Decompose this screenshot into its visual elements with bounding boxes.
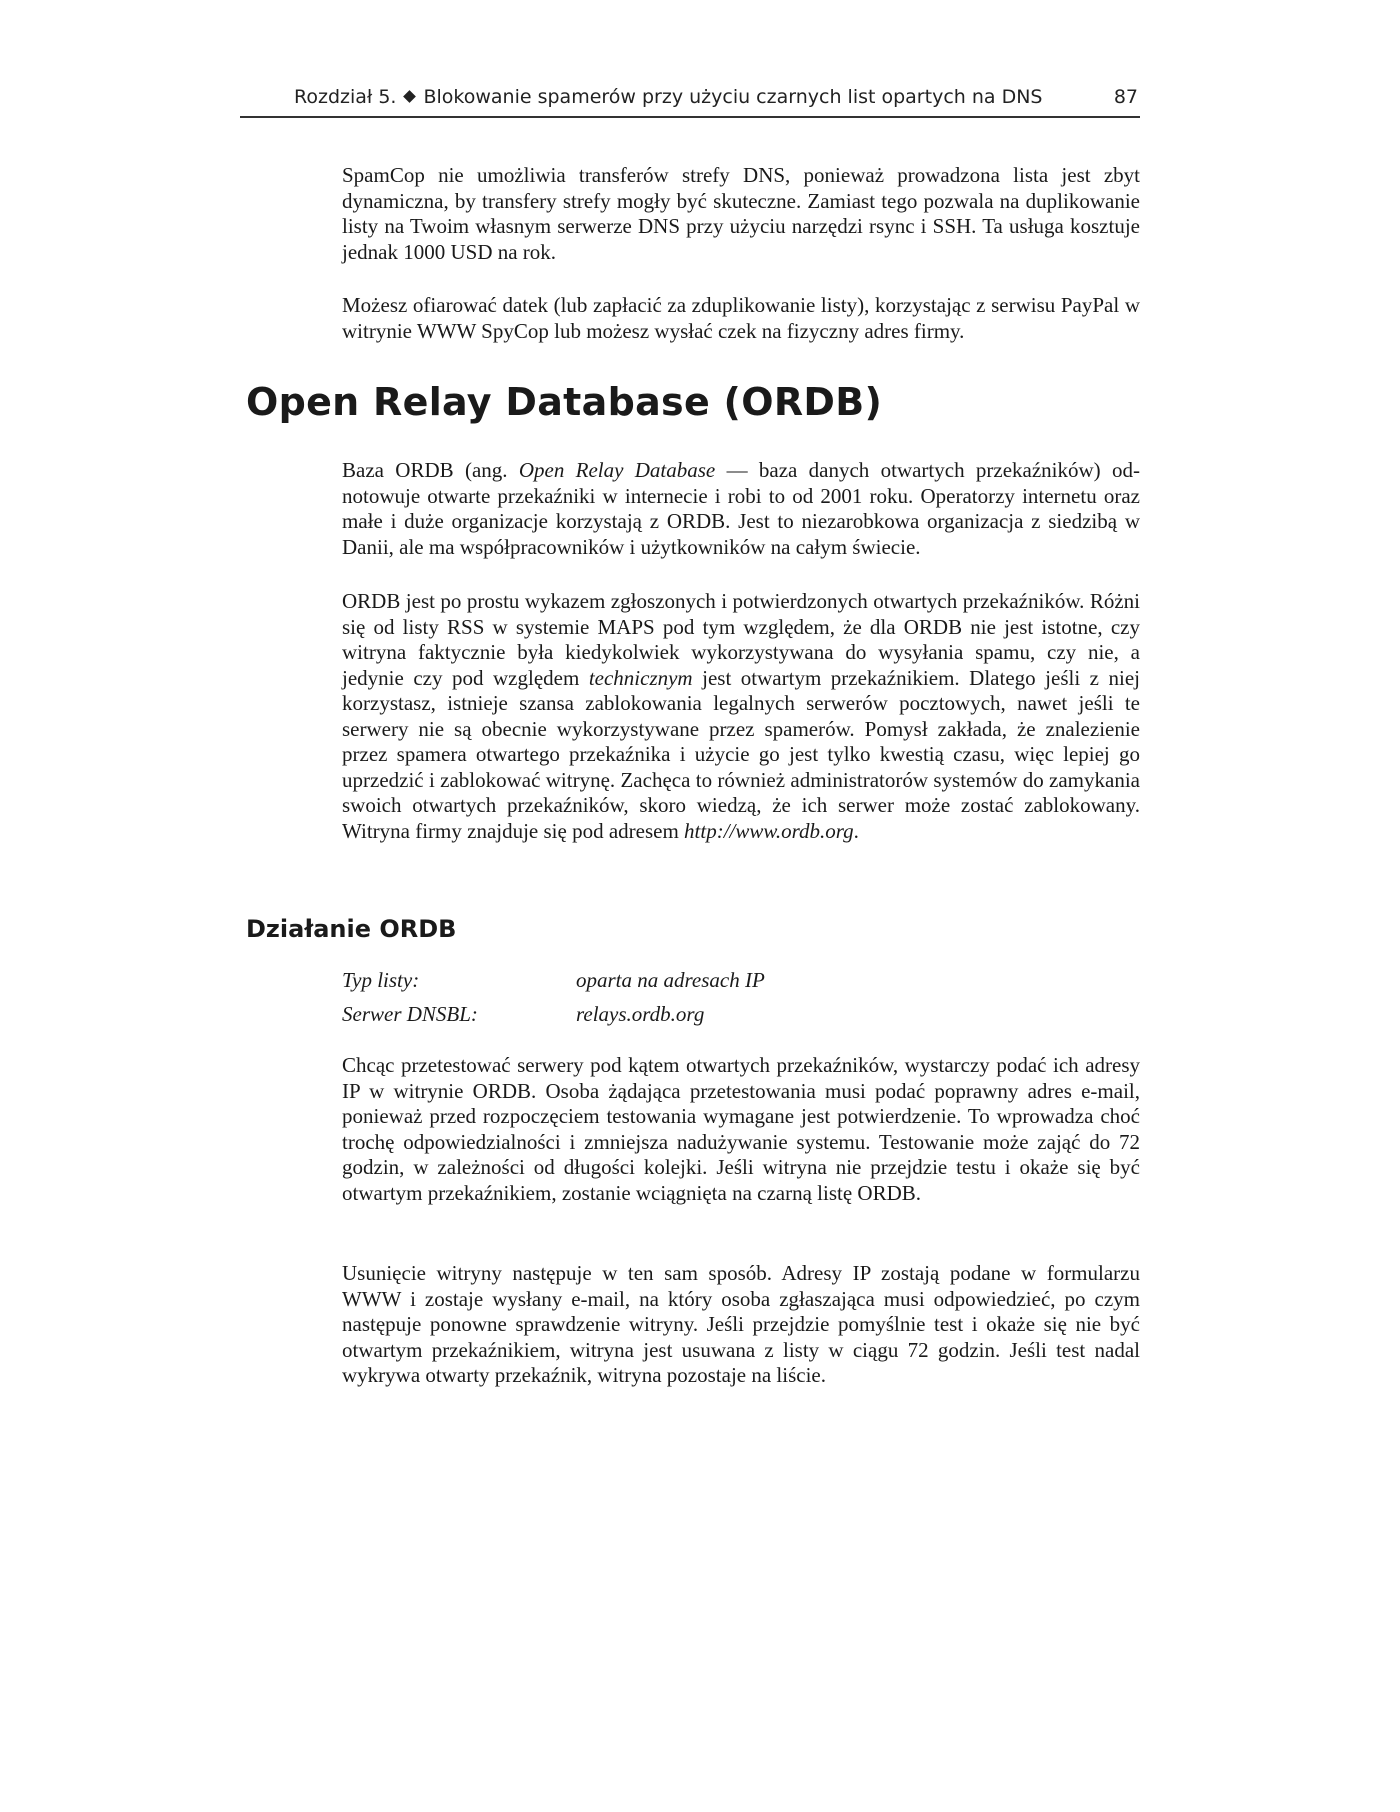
subsection-heading: Działanie ORDB <box>246 915 457 943</box>
section-paragraph-1 <box>342 458 1140 560</box>
section-heading: Open Relay Database (ORDB) <box>246 380 883 424</box>
text-run: — baza danych otwartych przekaźników) odnotowuje otwarte przekaźniki w internecie i robi to od 2001 roku. Operatorzy internetu oraz małe i duże organizacje korzystają z ORDB. Jest to niezarobkowa organizacja z siedzibą w Danii, ale ma współpracowników i użytkowników na całym świecie. <box>342 458 1140 559</box>
definition-term: Serwer DNSBL: <box>342 1002 478 1026</box>
emphasis-text: technicznym <box>588 665 693 690</box>
chapter-subtitle: Blokowanie spamerów przy użyciu czarnych list opartych na DNS <box>423 86 1043 108</box>
emphasis-text: Open Relay Database <box>518 458 716 482</box>
text-run: jest otwartym przekaźnikiem. Dlatego jeśli z niej korzystasz, istnieje szansa zablokowania legalnych serwerów pocztowych, nawet jeśli te serwery nie są obecnie wykorzystywane przez spamerów. Pomysł zakłada, że znalezienie przez spamera otwartego przekaźnika i użycie go jest tylko kwestią czasu, więc lepiej go uprzedzić i zablokować witrynę. Zachęca to również administratorów systemów do zamykania swoich otwartych przekaźników, skoro wiedzą, że ich serwer może zostać zablokowany. Witryna firmy znajduje się pod adresem <box>342 665 1140 843</box>
text-run: ORDB jest po prostu wykazem zgłoszonych i potwierdzonych otwartych przekaźników. Różni się od listy RSS w systemie MAPS pod tym względem, że dla ORDB nie jest istotne, czy witryna faktycznie była kiedykolwiek wykorzystywana do wysyłania spamu, czy nie, a jedynie czy pod względem <box>342 589 1140 690</box>
running-header <box>240 82 1140 118</box>
text-run: Baza ORDB (ang. <box>342 458 519 482</box>
chapter-number: Rozdział 5. <box>294 86 397 108</box>
intro-paragraph-2: Możesz ofiarować datek (lub zapłacić za zduplikowanie listy), korzystając z serwisu PayPal w witrynie WWW SpyCop lub możesz wysłać czek na fizyczny adres firmy. <box>342 293 1140 343</box>
subsection-paragraph-2: Usunięcie witryny następuje w ten sam sposób. Adresy IP zostają podane w formularzu WWW i zostaje wysłany e-mail, na który osoba zgłaszająca musi odpowiedzieć, po czym następuje ponowne sprawdzenie witryny. Jeśli przejdzie pomyślnie test i okaże się nie być otwartym przekaźnikiem, witryna jest usuwana z listy w ciągu 72 godzin. Jeśli test nadal wykrywa otwarty przekaźnik, witryna pozostaje na liście. <box>342 1261 1140 1387</box>
diamond-bullet-icon <box>404 90 417 103</box>
definition-term: Typ listy: <box>342 968 420 992</box>
chapter-title <box>294 86 1042 108</box>
page-number: 87 <box>1113 86 1138 108</box>
subsection-paragraph-1: Chcąc przetestować serwery pod kątem otwartych przekaźników, wystarczy podać ich adresy IP w witrynie ORDB. Osoba żądająca przetestowania musi podać poprawny adres e-mail, ponieważ przed rozpoczęciem testowania wymagane jest potwierdzenie. To wprowadza choć trochę odpowiedzialności i zmniejsza nadużywanie systemu. Testowanie może zająć do 72 godzin, w zależności od długości kolejki. Jeśli witryna nie przejdzie testu i okaże się być otwartym przekaźnikiem, zostanie wciągnięta na czarną listę ORDB. <box>342 1053 1140 1205</box>
definition-value: oparta na adresach IP <box>576 968 765 992</box>
url-text: http://www.ordb.org <box>684 818 854 843</box>
section-paragraph-2 <box>342 589 1140 844</box>
intro-paragraph-1: SpamCop nie umożliwia transferów strefy DNS, ponieważ prowadzona lista jest zbyt dynamiczna, by transfery strefy mogły być skuteczne. Zamiast tego pozwala na duplikowanie listy na Twoim własnym serwerze DNS przy użyciu narzędzi rsync i SSH. Ta usługa kosztuje jednak 1000 USD na rok. <box>342 163 1140 264</box>
definition-value: relays.ordb.org <box>576 1002 705 1026</box>
text-run: . <box>853 818 859 843</box>
